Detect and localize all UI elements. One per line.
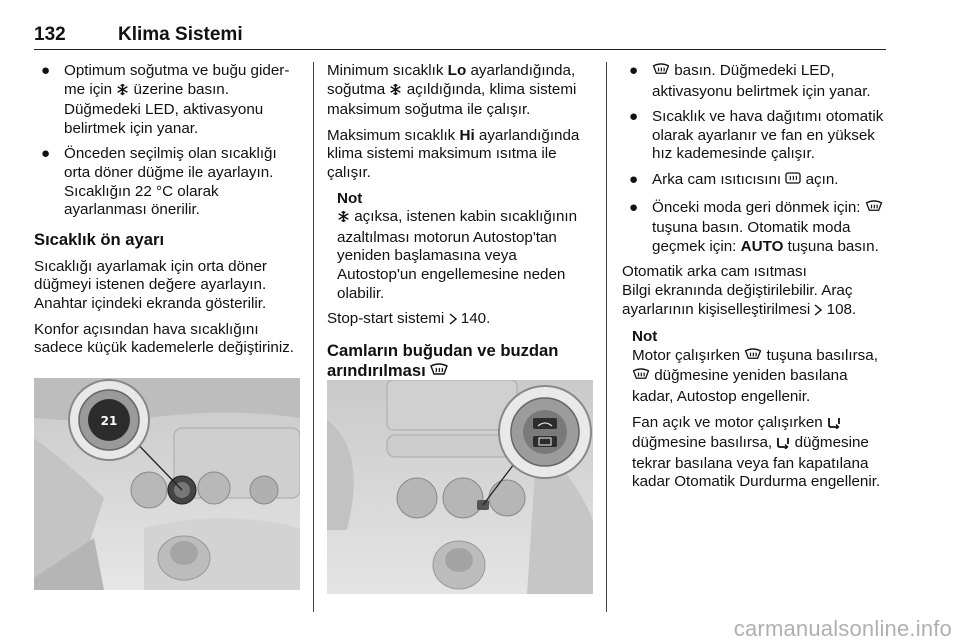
snowflake-icon (389, 83, 402, 102)
bullet-list (622, 62, 888, 256)
windscreen-defrost-icon (652, 63, 670, 83)
note-block: Not açıksa, istenen kabin sıcaklığının azaltılması motorun Autostop'tan yeniden başlamasına veya Autostop'un engellemesine neden olabilir. (327, 190, 593, 304)
paragraph: Stop-start sistemi 140. (327, 310, 593, 331)
bullet-dot: ● (629, 198, 639, 216)
paragraph: Sıcaklığı ayarlamak için orta döner düğmeyi istenen değere ayarlayın. Anahtar içindeki ekranda gösterilir. (34, 257, 267, 312)
note-block (622, 328, 888, 492)
list-item: ● Arka cam ısıtıcısını açın. (622, 171, 888, 192)
list-item: ● Sıcaklık ve hava dağıtımı otomatik olarak ayarlanır ve fan en yüksek hız kademesinde çalışır. (629, 108, 884, 163)
bullet-dot: ● (41, 62, 51, 79)
page-header (34, 24, 886, 50)
page-reference[interactable]: 140. (456, 310, 491, 328)
snowflake-icon (337, 210, 350, 229)
column-divider (606, 62, 607, 612)
air-recirculation-icon (776, 436, 790, 455)
figure-temperature-knob (34, 378, 300, 590)
column-middle (327, 62, 593, 391)
paragraph: Maksimum sıcaklık Hi ayarlandığında klima sistemi maksimum ısıtma ile çalışır. (327, 126, 580, 181)
knob-display-text: 21 (100, 414, 118, 428)
note-title: Not (337, 189, 363, 207)
section-heading: Sıcaklık ön ayarı (34, 229, 165, 249)
bullet-list (34, 62, 300, 220)
column-divider (313, 62, 314, 612)
bullet-dot: ● (629, 108, 639, 126)
watermark: carmanualsonline.info (733, 616, 952, 642)
column-right (622, 62, 888, 499)
list-item: ● basın. Düğmedeki LED, aktivasyonu belirtmek için yanar. (629, 62, 871, 100)
paragraph: Minimum sıcaklık Lo ayarlandığında, soğutma açıldığında, klima sistemi maksimum soğutma ile çalışır. (327, 62, 577, 119)
paragraph: Konfor açısından hava sıcaklığını sadece küçük kademelerle değiştiriniz. (34, 320, 295, 357)
list-item: ● Optimum soğutma ve buğu giderme için üzerine basın. Düğmedeki LED, aktivasyonu belirtmek için yanar. (41, 62, 290, 137)
bullet-dot: ● (629, 62, 639, 79)
page-number: 132 (34, 24, 66, 45)
note-title: Not (632, 328, 658, 346)
windscreen-defrost-icon (744, 348, 762, 368)
paragraph: Fan açık ve motor çalışırken düğmesine basılırsa, düğmesine tekrar basılana veya fan kapatılana kadar Otomatik Durdurma engellenir. (632, 413, 881, 491)
windscreen-defrost-icon (632, 368, 650, 388)
page-reference-arrow-icon (449, 312, 457, 331)
snowflake-icon (116, 83, 129, 102)
list-item: ● Önceki moda geri dönmek için: tuşuna basın. Otomatik moda geçmek için: AUTO tuşuna basın. (622, 199, 888, 257)
rear-window-heater-icon (785, 172, 801, 192)
chapter-title: Klima Sistemi (118, 24, 243, 45)
windscreen-defrost-icon (865, 200, 883, 220)
column-left (34, 62, 300, 365)
paragraph: Motor çalışırken tuşuna basılırsa, düğmesine yeniden basılana kadar, Autostop engellenir. (632, 346, 878, 405)
page-reference[interactable]: 108. (822, 300, 857, 318)
list-item: ● Önceden seçilmiş olan sıcaklığı orta döner düğme ile ayarlayın. Sıcaklığın 22 °C olarak ayarlanması önerilir. (41, 145, 277, 219)
bullet-dot: ● (41, 145, 51, 163)
air-recirculation-icon (827, 416, 841, 435)
section-heading: Camların buğudan ve buzdan arındırılması (327, 341, 593, 383)
figure-defrost-button (327, 380, 593, 594)
paragraph: Otomatik arka cam ısıtması Bilgi ekranında değiştirilebilir. Araç ayarlarının kişiselleştirilmesi 108. (622, 263, 888, 321)
bullet-dot: ● (629, 170, 639, 188)
